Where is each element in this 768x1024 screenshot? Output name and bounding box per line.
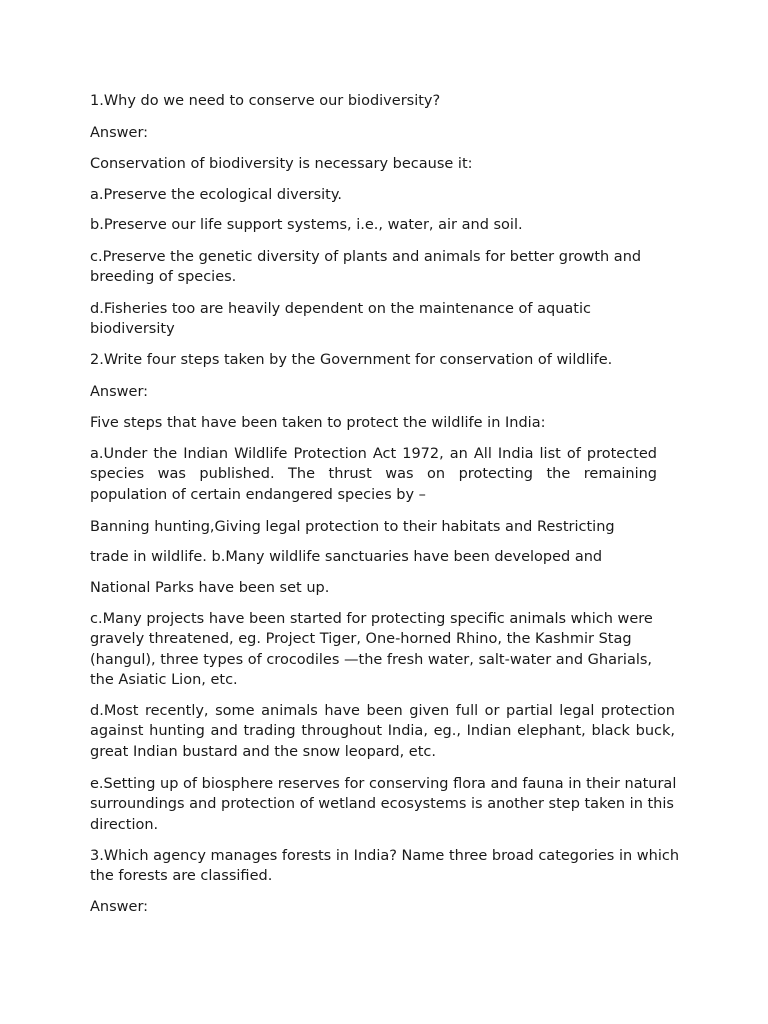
question-3: 3.Which agency manages forests in India? Name three broad categories in which the forests are classified. [90,848,680,885]
answer-point-c: c.Preserve the genetic diversity of plants and animals for better growth and breeding of species. [90,249,642,286]
question-1: 1.Why do we need to conserve our biodiversity? [90,93,441,109]
answer-label: Answer: [90,384,149,400]
answer-point-e: e.Setting up of biosphere reserves for conserving flora and fauna in their natural surroundings and protection of wetland ecosystems is another step taken in this direction. [90,776,677,833]
answer-label: Answer: [90,125,149,141]
answer-point-b: b.Preserve our life support systems, i.e., water, air and soil. [90,217,523,233]
answer-text-line: trade in wildlife. b.Many wildlife sanctuaries have been developed and [90,549,603,565]
answer-intro: Five steps that have been taken to protect the wildlife in India: [90,415,546,431]
answer-point-d: d.Fisheries too are heavily dependent on the maintenance of aquatic biodiversity [90,301,591,338]
answer-point-a: a.Preserve the ecological diversity. [90,187,342,203]
answer-point-d: d.Most recently, some animals have been given full or partial legal protection against hunting and trading throughout India, eg., Indian elephant, black buck, great Indian bustard and the snow leopard, etc. [90,703,675,760]
question-2: 2.Write four steps taken by the Government for conservation of wildlife. [90,352,613,368]
answer-point-a: a.Under the Indian Wildlife Protection Act 1972, an All India list of protected species was published. The thrust was on protecting the remaining population of certain endangered species by – [90,446,657,503]
answer-point-c: c.Many projects have been started for protecting specific animals which were gravely threatened, eg. Project Tiger, One-horned Rhino, the Kashmir Stag (hangul), three types of crocodiles —the fresh water, salt-water and Gharials, the Asiatic Lion, etc. [90,611,653,688]
answer-text-line: National Parks have been set up. [90,580,330,596]
answer-text-line: Banning hunting,Giving legal protection to their habitats and Restricting [90,519,615,535]
answer-label: Answer: [90,899,149,915]
answer-intro: Conservation of biodiversity is necessary because it: [90,156,473,172]
